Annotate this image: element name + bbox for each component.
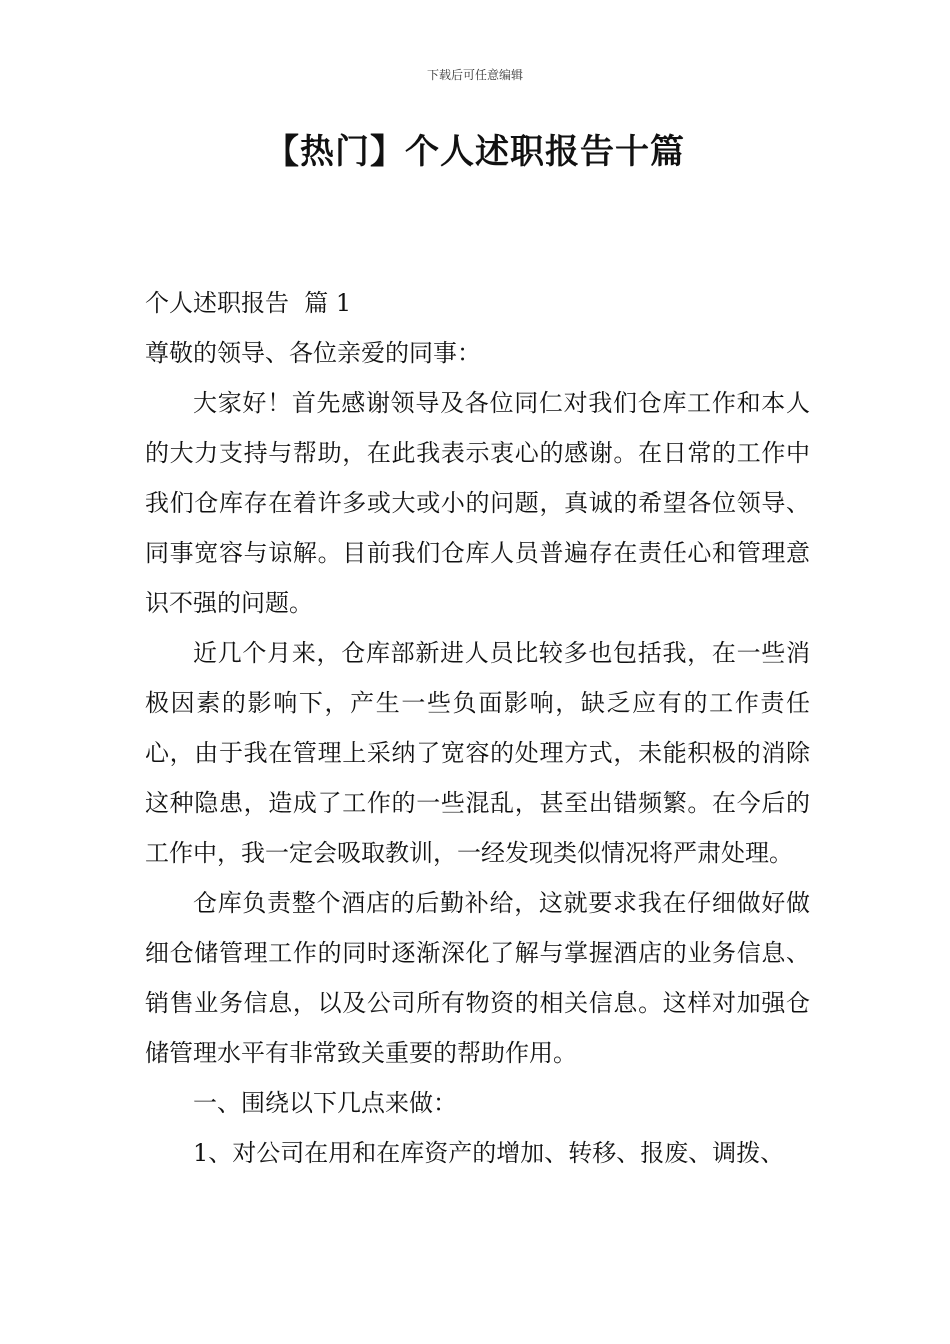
document-body <box>145 278 810 1178</box>
paragraph: 大家好！首先感谢领导及各位同仁对我们仓库工作和本人的大力支持与帮助，在此我表示衷心的感谢。在日常的工作中我们仓库存在着许多或大或小的问题，真诚的希望各位领导、同事宽容与谅解。目前我们仓库人员普遍存在责任心和管理意识不强的问题。 <box>145 389 810 617</box>
list-heading: 一、围绕以下几点来做： <box>193 1089 457 1117</box>
document-title: 【热门】个人述职报告十篇 <box>265 132 685 172</box>
paragraph: 仓库负责整个酒店的后勤补给，这就要求我在仔细做好做细仓储管理工作的同时逐渐深化了解与掌握酒店的业务信息、销售业务信息，以及公司所有物资的相关信息。这样对加强仓储管理水平有非常致关重要的帮助作用。 <box>145 889 810 1067</box>
list-item: 1、对公司在用和在库资产的增加、转移、报废、调拨、 <box>193 1139 785 1167</box>
header-note: 下载后可任意编辑 <box>426 68 523 82</box>
salutation: 尊敬的领导、各位亲爱的同事： <box>145 339 481 367</box>
section-heading: 个人述职报告 篇 1 <box>145 289 352 317</box>
paragraph: 近几个月来，仓库部新进人员比较多也包括我，在一些消极因素的影响下，产生一些负面影响，缺乏应有的工作责任心，由于我在管理上采纳了宽容的处理方式，未能积极的消除这种隐患，造成了工作的一些混乱，甚至出错频繁。在今后的工作中，我一定会吸取教训，一经发现类似情况将严肃处理。 <box>145 639 810 867</box>
